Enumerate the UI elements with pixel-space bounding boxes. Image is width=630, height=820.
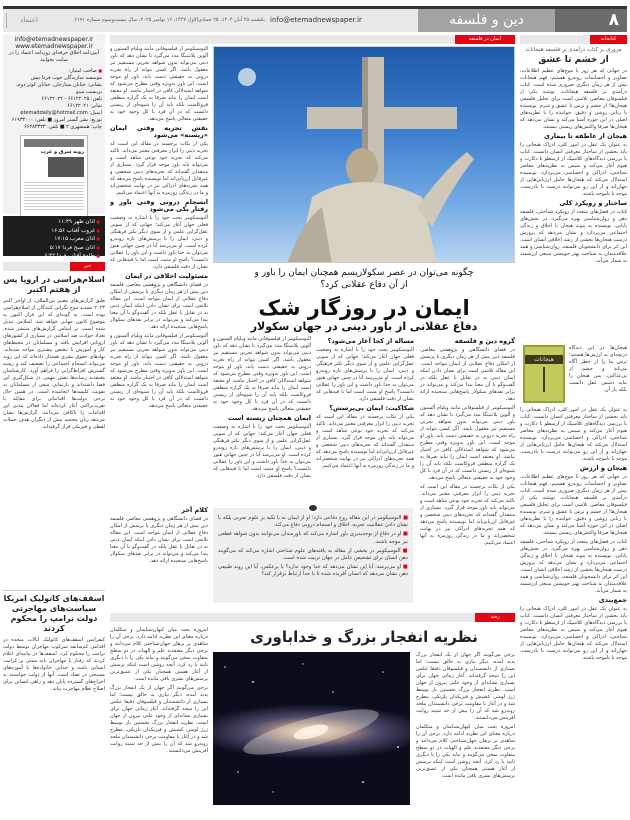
article-column: [416, 652, 515, 805]
galaxy-photo: [213, 652, 410, 805]
headline-deck: چگونه می‌توان در عصر سکولاریسم همچنان ایمان را باور و از آن دفاع عقلانی کرد؟: [254, 268, 474, 290]
article-column: [213, 336, 311, 501]
printing: چاپ: همشهری ۲ ■ تلفن: ۶۶۲۸۳۳۳۳: [24, 124, 102, 130]
paragraph: یکی از نکات برجسته در مقاله این است که تجربه دینی را ابزار معرفتی معتبر می‌داند. تاکید می‌کند که تجربه خود نوعی شاهد است و می‌تواند پایه باور موجه قرار گیرد. بسیاری از منتقدان گفته‌اند که تجربه‌های دینی شخصی و غیرقابل ارزیابی‌اند اما نویسنده پاسخ می‌دهد که همه تجربه‌های ادراکی نیز در نهایت شخصی‌اند و ما در زندگی روزمره به آنها اعتماد می‌کنیم.: [110, 141, 208, 196]
byline: گروه دین و فلسفه: [454, 337, 515, 345]
paragraph: آلنوسیکومر بحث خود را با اشاره به وضعیت فعلی جهان آغاز می‌کند؛ جهانی که از سویی عقل‌گرایی علمی و از سوی دیگر تکثر فرهنگی و دینی، ایمان را با پرسش‌های تازه روبه‌رو کرده است. او می‌پرسد آیا در چنین جهانی هنوز می‌توان به خدا باور داشت و این باور را عقلانی دانست؟ پاسخ او مثبت است اما با قیدهایی که نشان از دقت فلسفی دارد.: [110, 215, 208, 270]
paragraph: برخی می‌گویند اگر جهان از یک انفجار بزرگ پدید آمده، دیگر نیازی به خالق نیست؛ اما بسیاری از دانشمندان و فیلسوفان دقیقا عکس این را نتیجه گرفته‌اند. آغاز زمانی جهان برای بسیاری نشانه‌ای از وجود علتی بیرون از جهان است. نظریه انفجار بزرگ نخستین بار توسط ژرژ لومتر، کشیش و فیزیکدان بلژیکی، مطرح شد و در آغاز با مقاومت برخی دانشمندان ملحد روبه‌رو شد که آن را بیش از حد شبیه روایت آفرینش می‌دانستند.: [416, 652, 515, 721]
phone: تلفن: ۶۶۱۲۲۰۲۵ - ۶۶۱۲۲۰۲۲: [41, 96, 102, 102]
subhead: هیجان از عاطفه تا بیماری: [544, 132, 627, 140]
headline: ایمان در روزگار شک: [258, 296, 470, 320]
prayer-times: [3, 216, 105, 259]
news-body: کنفرانس اسقف‌های کاتولیک ایالات متحده در اقدامی کم‌سابقه سرکوب مهاجران توسط دولت ترامپ را محکوم کرد. اسقف‌ها در بیانیه‌ای اعلام کردند که رفتار با مهاجران باید مبتنی بر کرامت انسانی باشد و جدایی خانواده‌ها با آموزه‌های مسیحی در تضاد است. آنها از دولت خواستند به اخراج‌های گسترده پایان دهد و راهی انسانی برای اصلاح نظام مهاجرت بیابد.: [3, 637, 105, 692]
stars-illustration: [213, 652, 410, 805]
key-point: ■ او در دفاع از توجه‌پذیری باور اشاره می‌کند که باورمندان می‌توانند بدون شواهد قطعی نیز موجه باشند.: [218, 531, 408, 545]
subhead: کلام آخر: [181, 506, 208, 514]
subhead: انسجام درونی وقتی باور و رفتار یکی می‌شود: [110, 198, 208, 213]
ethics-note: آیین‌نامه اخلاق حرفه‌ای روزنامه اعتماد را در سایت بخوانید: [9, 50, 99, 63]
paragraph: کتاب در فصل‌های متعدد از رویکرد شناختی، فلسفه ذهن و روان‌شناسی بهره می‌گیرد. در بخش‌های پایانی، نویسنده به پیوند هیجان با اخلاق و زندگی اجتماعی می‌پردازد و نشان می‌دهد که پرورش درست هیجان‌ها بخشی از رشد اخلاقی انسان است. این اثر برای دانشجویان فلسفه، روان‌شناسی و همه علاقه‌مندان به شناخت بهتر خویشتن منبعی ارزشمند به شمار می‌آید.: [520, 539, 627, 594]
second-headline: نظریه انفجار بزرگ و خداباوری: [213, 625, 515, 649]
key-points-box: [213, 508, 413, 603]
paragraph: در فضای دانشگاهی و پژوهشی معاصر، فلسفه دین بیش از هر زمان دیگری با پرسش از امکان دفاع عقلانی از ایمان مواجه است. این مقاله تلاشی است برای نشان دادن اینکه ایمان دینی نه در تقابل با عقل بلکه در گفت‌وگو با آن معنا پیدا می‌کند و می‌تواند در برابر نقدهای سکولار پاسخ‌هایی سنجیده ارائه دهد.: [110, 516, 208, 564]
library-column: [520, 407, 627, 805]
book-title: هیجانات: [525, 355, 563, 364]
paragraph: آلنوسیکومر بحث خود را با اشاره به وضعیت فعلی جهان آغاز می‌کند؛ جهانی که از سویی عقل‌گرایی علمی و از سوی دیگر تکثر فرهنگی و دینی، ایمان را با پرسش‌های تازه روبه‌رو کرده است. او می‌پرسد آیا در چنین جهانی هنوز می‌توان به خدا باور داشت و این باور را عقلانی دانست؟ پاسخ او مثبت است اما با قیدهایی که نشان از دقت فلسفی دارد.: [213, 424, 311, 479]
sidebar-email[interactable]: info@etemadnewspaper.ir: [14, 36, 94, 43]
subhead: هیجان و ارزش: [579, 464, 627, 472]
newspaper-logo: اعتماد: [6, 13, 51, 28]
masthead-info: [3, 34, 105, 214]
paragraph: آلنوسیکومر از فیلسوفانی مانند ویلیام آلستون و آلوین پلانتینگا مدد می‌گیرد تا نشان دهد که باور دینی می‌تواند بدون شواهد تجربی مستقیم نیز معقول باشد. اگر کسی بتواند از راه تجربه درونی به حقیقتی دست یابد، باور او موجه است. این باور به‌ویژه وقتی مطرح می‌شود که شواهد استدلالی کافی در اختیار نباشد. او معتقد است ایمان را نباید صرفا به یک گزاره منطقی فروکاست بلکه باید آن را شیوه‌ای از زیستن دانست که در آن فرد با کل وجود خود به حقیقتی متعالی پاسخ می‌دهد.: [110, 46, 208, 122]
subhead: مساله از کجا آغاز می‌شود؟: [327, 337, 414, 345]
subhead: مسئولیت اخلاقی در ایمان: [125, 272, 208, 280]
paragraph: امروزه بحث میان کیهان‌شناسان و متکلمان درباره معنای این نظریه ادامه دارد. برخی آن را شاهدی بر برهان جهان‌شناختی کلام می‌دانند و برخی دیگر معتقدند علم و الهیات در دو سطح متفاوت سخن می‌گویند و نباید یکی را با دیگری تایید یا رد کرد. آنچه روشن است اینکه پرسش از آغاز هستی همچنان یکی از عمیق‌ترین پرسش‌های بشری باقی مانده است.: [110, 627, 208, 682]
subhead: ساختار و رویکرد کلی: [559, 199, 627, 207]
library-label: کتابخانه: [590, 35, 627, 44]
news-label: خبر: [70, 262, 105, 271]
statue-illustration: [213, 47, 514, 263]
library-column: [569, 345, 627, 405]
paragraph: آلنوسیکومر از فیلسوفانی مانند ویلیام آلستون و آلوین پلانتینگا مدد می‌گیرد تا نشان دهد که باور دینی می‌تواند بدون شواهد تجربی مستقیم نیز معقول باشد. اگر کسی بتواند از راه تجربه درونی به حقیقتی دست یابد، باور او موجه است. این باور به‌ویژه وقتی مطرح می‌شود که شواهد استدلالی کافی در اختیار نباشد. او معتقد است ایمان را نباید صرفا به یک گزاره منطقی فروکاست بلکه باید آن را شیوه‌ای از زیستن دانست که در آن فرد با کل وجود خود به حقیقتی متعالی پاسخ می‌دهد.: [213, 336, 311, 412]
paragraph: در فضای دانشگاهی و پژوهشی معاصر، فلسفه دین بیش از هر زمان دیگری با پرسش از امکان دفاع عقلانی از ایمان مواجه است. این مقاله تلاشی است برای نشان دادن اینکه ایمان دینی نه در تقابل با عقل بلکه در گفت‌وگو با آن معنا پیدا می‌کند و می‌تواند در برابر نقدهای سکولار پاسخ‌هایی سنجیده ارائه دهد.: [420, 347, 515, 402]
article-column: [420, 336, 515, 606]
paragraph: به عنوان یک عقل در امور کلی، ادراک هیجانی را باید بخشی از ساختار معرفتی انسان دانست. کتاب با بررسی دیدگاه‌های کلاسیک از ارسطو تا دکارت و هیوم آغاز می‌کند و سپس به نظریه‌های معاصر شناختی، ادراکی و احساسی می‌پردازد. نویسنده استدلال می‌کند که هیجان‌ها حامل ارزیابی‌هایی از جهان‌اند و از این رو می‌توانند درست یا نادرست، موجه یا ناموجه باشند.: [520, 407, 627, 462]
paragraph: برخی می‌گویند اگر جهان از یک انفجار بزرگ پدید آمده، دیگر نیازی به خالق نیست؛ اما بسیاری از دانشمندان و فیلسوفان دقیقا عکس این را نتیجه گرفته‌اند. آغاز زمانی جهان برای بسیاری نشانه‌ای از وجود علتی بیرون از جهان است. نظریه انفجار بزرگ نخستین بار توسط ژرژ لومتر، کشیش و فیزیکدان بلژیکی، مطرح شد و در آغاز با مقاومت برخی دانشمندان ملحد روبه‌رو شد که آن را بیش از حد شبیه روایت آفرینش می‌دانستند.: [110, 685, 208, 754]
paragraph: هیجان‌ها در این دیدگاه دریچه‌ای به ارزش‌ها هستند؛ ترس ما را از خطر آگاه می‌کند و خشم از بی‌عدالتی. پس هیجان را نباید دشمن عقل دانست بلکه یار آن.: [569, 345, 627, 393]
library-kicker: مروری بر کتاب درآمدی بر فلسفه هیجانات: [525, 47, 622, 53]
subhead: شکاکیت: ایمان بی‌پرسش؟: [329, 404, 414, 412]
paragraph: در فضای دانشگاهی و پژوهشی معاصر، فلسفه دین بیش از هر زمان دیگری با پرسش از امکان دفاع عقلانی از ایمان مواجه است. این مقاله تلاشی است برای نشان دادن اینکه ایمان دینی نه در تقابل با عقل بلکه در گفت‌وگو با آن معنا پیدا می‌کند و می‌تواند در برابر نقدهای سکولار پاسخ‌هایی سنجیده ارائه دهد.: [110, 282, 208, 330]
paragraph: در جهانی که هر روز با موج‌های عظیم اطلاعات، تصاویر و احساسات روبه‌رو هستیم، فهم هیجانات بیش از هر زمان دیگری ضروری شده است. کتاب درآمدی بر فلسفه هیجانات، نوشته یکی از فیلسوفان معاصر، تلاشی است برای تحلیل فلسفی هیجان‌ها؛ از خشم و ترس تا عشق و شرم. نویسنده با زبانی روشن و دقیق، خواننده را با نظریه‌های اصلی در این حوزه آشنا می‌کند و نشان می‌دهد که هیجان‌ها صرفا واکنش‌های زیستی نیستند.: [520, 68, 627, 130]
subheadline: دفاع عقلانی از باور دینی در جهان سکولار: [250, 320, 478, 333]
prayer-time: ■ طلوع آفتاب فردا ۶:۴۲: [8, 252, 100, 261]
sidebar-website[interactable]: www.etemadnewspaper.ir: [15, 43, 93, 50]
paragraph: در جهانی که هر روز با موج‌های عظیم اطلاعات، تصاویر و احساسات روبه‌رو هستیم، فهم هیجانات بیش از هر زمان دیگری ضروری شده است. کتاب درآمدی بر فلسفه هیجانات، نوشته یکی از فیلسوفان معاصر، تلاشی است برای تحلیل فلسفی هیجان‌ها؛ از خشم و ترس تا عشق و شرم. نویسنده با زبانی روشن و دقیق، خواننده را با نظریه‌های اصلی در این حوزه آشنا می‌کند و نشان می‌دهد که هیجان‌ها صرفا واکنش‌های زیستی نیستند.: [520, 474, 627, 536]
paragraph: یکی از نکات برجسته در مقاله این است که تجربه دینی را ابزار معرفتی معتبر می‌داند. تاکید می‌کند که تجربه خود نوعی شاهد است و می‌تواند پایه باور موجه قرار گیرد. بسیاری از منتقدان گفته‌اند که تجربه‌های دینی شخصی و غیرقابل ارزیابی‌اند اما نویسنده پاسخ می‌دهد که همه تجربه‌های ادراکی نیز در نهایت شخصی‌اند و ما در زندگی روزمره به آنها اعتماد می‌کنیم.: [316, 414, 414, 469]
statue-photo: [213, 46, 515, 263]
library-column: [520, 68, 627, 343]
page-number: ۸: [555, 9, 627, 32]
prayer-time: ■ اذان صبح فردا ۵:۱۷: [8, 244, 100, 253]
header-email[interactable]: info@etemadnewspaper.ir: [270, 16, 362, 24]
book-cover: [523, 345, 565, 403]
article-column: [110, 505, 208, 605]
contact-email: ایمیل: etemaddaily@hotmail.com: [20, 110, 102, 116]
subhead: نقش تجربه وقتی ایمان «زیسته» می‌شود: [110, 124, 208, 139]
prayer-time: ■ غروب آفتاب ۱۶:۵۶: [8, 227, 100, 236]
key-point: ■ آلنوسیکومر در بخشی از مقاله به یافته‌های علوم شناختی اشاره می‌کند که می‌گویند ذهن انسان برای تشخیص عامل در جهان تربیت شده است.: [218, 547, 408, 562]
prayer-time: ■ اذان ظهر ۱۱:۴۹: [8, 218, 100, 227]
fax: نمابر: ۶۶۱۲۲۰۲۱: [67, 103, 102, 109]
subhead: جمع‌بندی: [598, 596, 627, 604]
distribution: توزیع: نشر گستر امروز ■ تلفن: ۶۱۹۳۳۰۰۰: [11, 117, 102, 123]
publisher-label: صاحب امتیاز:: [68, 68, 97, 74]
publisher: موسسه سازندگان خوب فردا بیش: [30, 75, 102, 81]
article-column: [110, 627, 208, 805]
library-headline: از خشم تا عشق: [538, 55, 609, 65]
address: نشانی: خیابان ستارخان، خیابان کوثر دوم، بن‌بست مینو: [16, 82, 102, 95]
second-section-label: رصد: [475, 613, 515, 622]
paragraph: آلنوسیکومر از فیلسوفانی مانند ویلیام آلستون و آلوین پلانتینگا مدد می‌گیرد تا نشان دهد که باور دینی می‌تواند بدون شواهد تجربی مستقیم نیز معقول باشد. اگر کسی بتواند از راه تجربه درونی به حقیقتی دست یابد، باور او موجه است. این باور به‌ویژه وقتی مطرح می‌شود که شواهد استدلالی کافی در اختیار نباشد. او معتقد است ایمان را نباید صرفا به یک گزاره منطقی فروکاست بلکه باید آن را شیوه‌ای از زیستن دانست که در آن فرد با کل وجود خود به حقیقتی متعالی پاسخ می‌دهد.: [110, 333, 208, 409]
paragraph: یکی از نکات برجسته در مقاله این است که تجربه دینی را ابزار معرفتی معتبر می‌داند. تاکید می‌کند که تجربه خود نوعی شاهد است و می‌تواند پایه باور موجه قرار گیرد. بسیاری از منتقدان گفته‌اند که تجربه‌های دینی شخصی و غیرقابل ارزیابی‌اند اما نویسنده پاسخ می‌دهد که همه تجربه‌های ادراکی نیز در نهایت شخصی‌اند و ما در زندگی روزمره به آنها اعتماد می‌کنیم.: [420, 484, 515, 546]
article-column: [316, 336, 414, 501]
news-item[interactable]: [3, 275, 105, 585]
paragraph: آلنوسیکومر از فیلسوفانی مانند ویلیام آلستون و آلوین پلانتینگا مدد می‌گیرد تا نشان دهد که باور دینی می‌تواند بدون شواهد تجربی مستقیم نیز معقول باشد. اگر کسی بتواند از راه تجربه درونی به حقیقتی دست یابد، باور او موجه است. این باور به‌ویژه وقتی مطرح می‌شود که شواهد استدلالی کافی در اختیار نباشد. او معتقد است ایمان را نباید صرفا به یک گزاره منطقی فروکاست بلکه باید آن را شیوه‌ای از زیستن دانست که در آن فرد با کل وجود خود به حقیقتی متعالی پاسخ می‌دهد.: [420, 405, 515, 481]
prayer-time: ■ اذان مغرب ۱۷:۱۵: [8, 235, 100, 244]
subhead: ایمان همچنان زیسته است: [228, 414, 311, 422]
news-title[interactable]: اسقف‌های کاتولیک امریکا سیاست‌های مهاجرتی دولت ترامپ را محکوم کردند: [3, 594, 105, 633]
front-page-thumbnail[interactable]: [20, 135, 88, 217]
thumbnail-headline: روبه شرق و غرب: [40, 149, 84, 155]
section-title: دین و فلسفه: [418, 9, 555, 32]
paragraph: به عنوان یک عقل در امور کلی، ادراک هیجانی را باید بخشی از ساختار معرفتی انسان دانست. کتاب با بررسی دیدگاه‌های کلاسیک از ارسطو تا دکارت و هیوم آغاز می‌کند و سپس به نظریه‌های معاصر شناختی، ادراکی و احساسی می‌پردازد. نویسنده استدلال می‌کند که هیجان‌ها حامل ارزیابی‌هایی از جهان‌اند و از این رو می‌توانند درست یا نادرست، موجه یا ناموجه باشند.: [520, 142, 627, 197]
quote-icon: [307, 503, 319, 513]
news-title[interactable]: اسلام‌هراسی در اروپا پس از هفتم اکتبر: [3, 275, 105, 294]
article-column: [110, 46, 208, 501]
news-body: طبق گزارش‌های معتبر بین‌المللی، از اواخر اکتبر ۲۰۲۳ تشدید موج نگرانی کنندگان از اسلام‌هراسی بوده است. به گونه‌ای که این فراز اکنون به موضوع کانون جهانی خواهد شد. اسلامی تبدیل شده است. بر اساس گزارش‌های منتشر شده، تعداد حوادث ضد اسلامی در بسیاری از کشورهای اروپایی افزایش یافته و مسلمانان در محیط‌های کار و آموزش با تبعیض بیشتری مواجه شده‌اند. نهادهای حقوق بشری هشدار داده‌اند که این روند می‌تواند انسجام اجتماعی را تضعیف کند و زمینه گسترش افراط‌گرایی را فراهم آورد. کارشناسان معتقدند رسانه‌ها نقش مهمی در شکل‌گیری این فضا داشته‌اند و بازنمایی منفی از مسلمانان به تقویت کلیشه‌ها انجامیده است. در همین حال برخی دولت‌ها اقداماتی برای مقابله با نفرت‌پراکنی آغاز کرده‌اند اما فعالان مدنی این اقدامات را ناکافی می‌دانند. گزارش‌ها نشان می‌دهد زنان محجبه بیش از دیگران هدف حملات لفظی و فیزیکی قرار گرفته‌اند.: [3, 298, 105, 430]
main-section-label: ایمان در فلسفه: [455, 35, 515, 44]
news-item[interactable]: [3, 590, 105, 805]
second-section-bar: [110, 613, 515, 622]
header-date: یکشنبه ۲۵ آبان ۱۴۰۴، ۲۵ جمادی‌الاول ۱۴۴۷، ۱۶ نوامبر ۲۰۲۵، سال بیست‌وسوم شماره ۶۱۹۱: [74, 17, 265, 23]
key-point: ■ آلنوسیکومر در این مقاله روح دفاعی دارد؛ او از ایمان نه با تکیه بر علوم تجربی بلکه با نشان دادن عقلانیت تجربه، اخلاق و انسجام درونی دفاع می‌کند.: [218, 515, 408, 529]
paragraph: امروزه بحث میان کیهان‌شناسان و متکلمان درباره معنای این نظریه ادامه دارد. برخی آن را شاهدی بر برهان جهان‌شناختی کلام می‌دانند و برخی دیگر معتقدند علم و الهیات در دو سطح متفاوت سخن می‌گویند و نباید یکی را با دیگری تایید یا رد کرد. آنچه روشن است اینکه پرسش از آغاز هستی همچنان یکی از عمیق‌ترین پرسش‌های بشری باقی مانده است.: [416, 724, 515, 779]
paragraph: به عنوان یک عقل در امور کلی، ادراک هیجانی را باید بخشی از ساختار معرفتی انسان دانست. کتاب با بررسی دیدگاه‌های کلاسیک از ارسطو تا دکارت و هیوم آغاز می‌کند و سپس به نظریه‌های معاصر شناختی، ادراکی و احساسی می‌پردازد. نویسنده استدلال می‌کند که هیجان‌ها حامل ارزیابی‌هایی از جهان‌اند و از این رو می‌توانند درست یا نادرست، موجه یا ناموجه باشند.: [520, 606, 627, 661]
paragraph: آلنوسیکومر بحث خود را با اشاره به وضعیت فعلی جهان آغاز می‌کند؛ جهانی که از سویی عقل‌گرایی علمی و از سوی دیگر تکثر فرهنگی و دینی، ایمان را با پرسش‌های تازه روبه‌رو کرده است. او می‌پرسد آیا در چنین جهانی هنوز می‌توان به خدا باور داشت و این باور را عقلانی دانست؟ پاسخ او مثبت است اما با قیدهایی که نشان از دقت فلسفی دارد.: [316, 347, 414, 402]
paragraph: کتاب در فصل‌های متعدد از رویکرد شناختی، فلسفه ذهن و روان‌شناسی بهره می‌گیرد. در بخش‌های پایانی، نویسنده به پیوند هیجان با اخلاق و زندگی اجتماعی می‌پردازد و نشان می‌دهد که پرورش درست هیجان‌ها بخشی از رشد اخلاقی انسان است. این اثر برای دانشجویان فلسفه، روان‌شناسی و همه علاقه‌مندان به شناخت بهتر خویشتن منبعی ارزشمند به شمار می‌آید.: [520, 209, 627, 264]
key-point: ■ او می‌پرسد: آیا این نشان می‌دهد که خدا وجود ندارد؟ یا برعکس، آیا این روند طبیعی ذهن نشان می‌دهد که انسان آفریده شده تا با خدا ارتباط برقرار کند؟: [218, 564, 408, 578]
